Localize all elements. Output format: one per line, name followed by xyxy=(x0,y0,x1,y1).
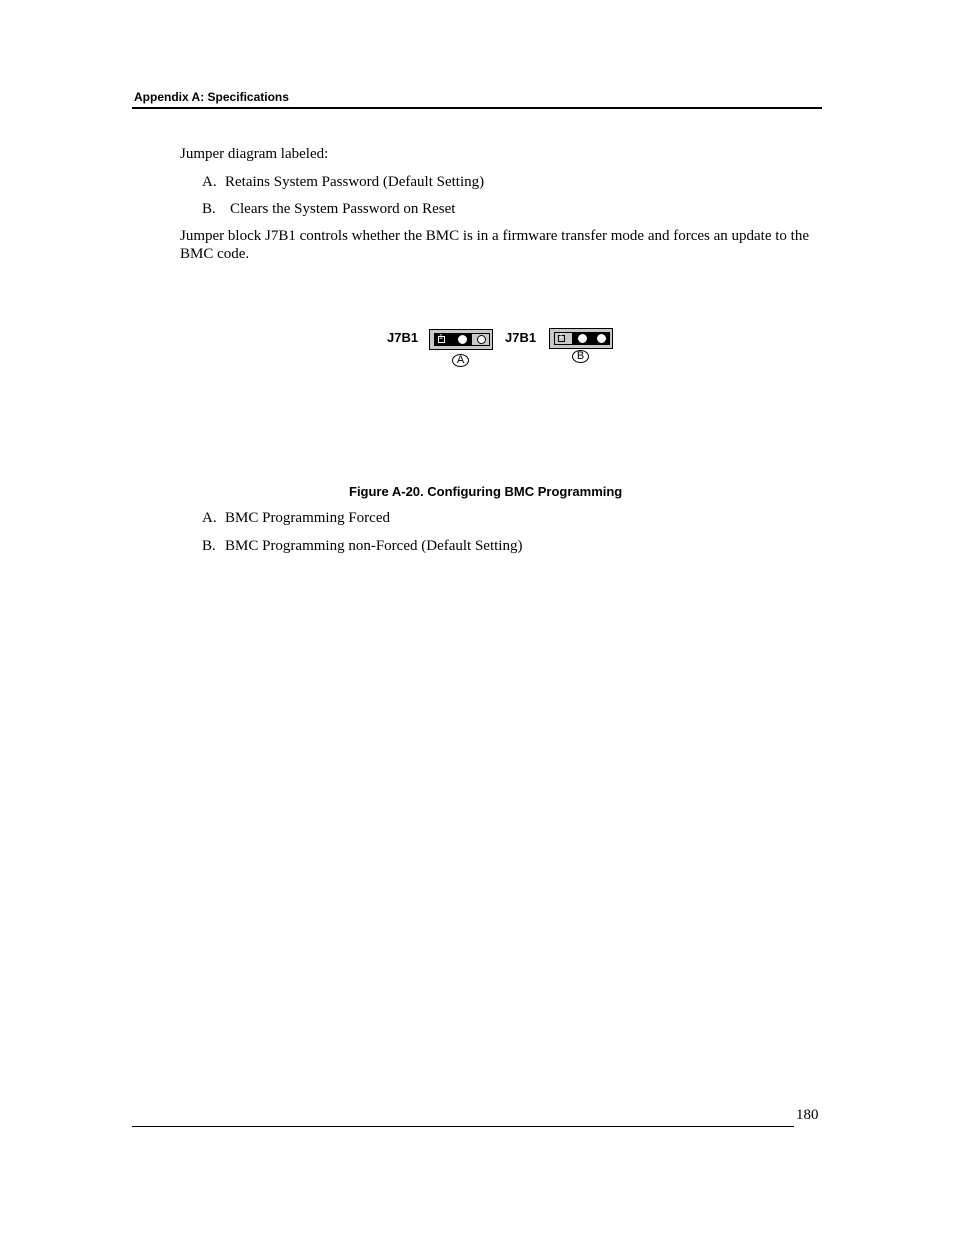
jumper-header xyxy=(434,333,490,346)
footer-divider xyxy=(132,1126,794,1127)
list-item-text: Retains System Password (Default Setting) xyxy=(225,174,485,190)
jumper-header xyxy=(554,332,610,345)
list-item xyxy=(202,173,484,191)
intro-line: Jumper diagram labeled: xyxy=(180,146,329,162)
section-title: Appendix A: Specifications xyxy=(134,90,289,104)
pin-3 xyxy=(597,334,606,343)
pin-2 xyxy=(578,334,587,343)
jumper-block-b xyxy=(549,328,613,349)
list-item-text: BMC Programming non-Forced (Default Setting) xyxy=(225,538,523,554)
pin-3 xyxy=(477,335,486,344)
position-label-a: A xyxy=(452,354,469,367)
jumper-name-label: J7B1 xyxy=(505,330,537,345)
pin-2 xyxy=(458,335,467,344)
header-divider xyxy=(132,107,822,109)
list-item-text: BMC Programming Forced xyxy=(225,510,390,526)
pin1-marker xyxy=(558,335,565,342)
position-label-b: B xyxy=(572,350,589,363)
list-item xyxy=(202,200,455,218)
list-item xyxy=(202,509,390,527)
figure-caption: Figure A-20. Configuring BMC Programming xyxy=(349,484,623,499)
page-number: 180 xyxy=(796,1107,819,1123)
list-item-text: Clears the System Password on Reset xyxy=(230,201,456,217)
list-item-label: B. xyxy=(202,201,216,217)
list-item-label: A. xyxy=(202,510,217,526)
jumper-block-a xyxy=(429,329,493,350)
list-item xyxy=(202,537,522,555)
list-item-label: B. xyxy=(202,538,216,554)
list-item-label: A. xyxy=(202,174,217,190)
pin1-marker xyxy=(438,336,445,343)
description-paragraph: Jumper block J7B1 controls whether the BMC is in a firmware transfer mode and forces an update to the BMC code. xyxy=(180,228,809,262)
jumper-name-label: J7B1 xyxy=(387,330,419,345)
